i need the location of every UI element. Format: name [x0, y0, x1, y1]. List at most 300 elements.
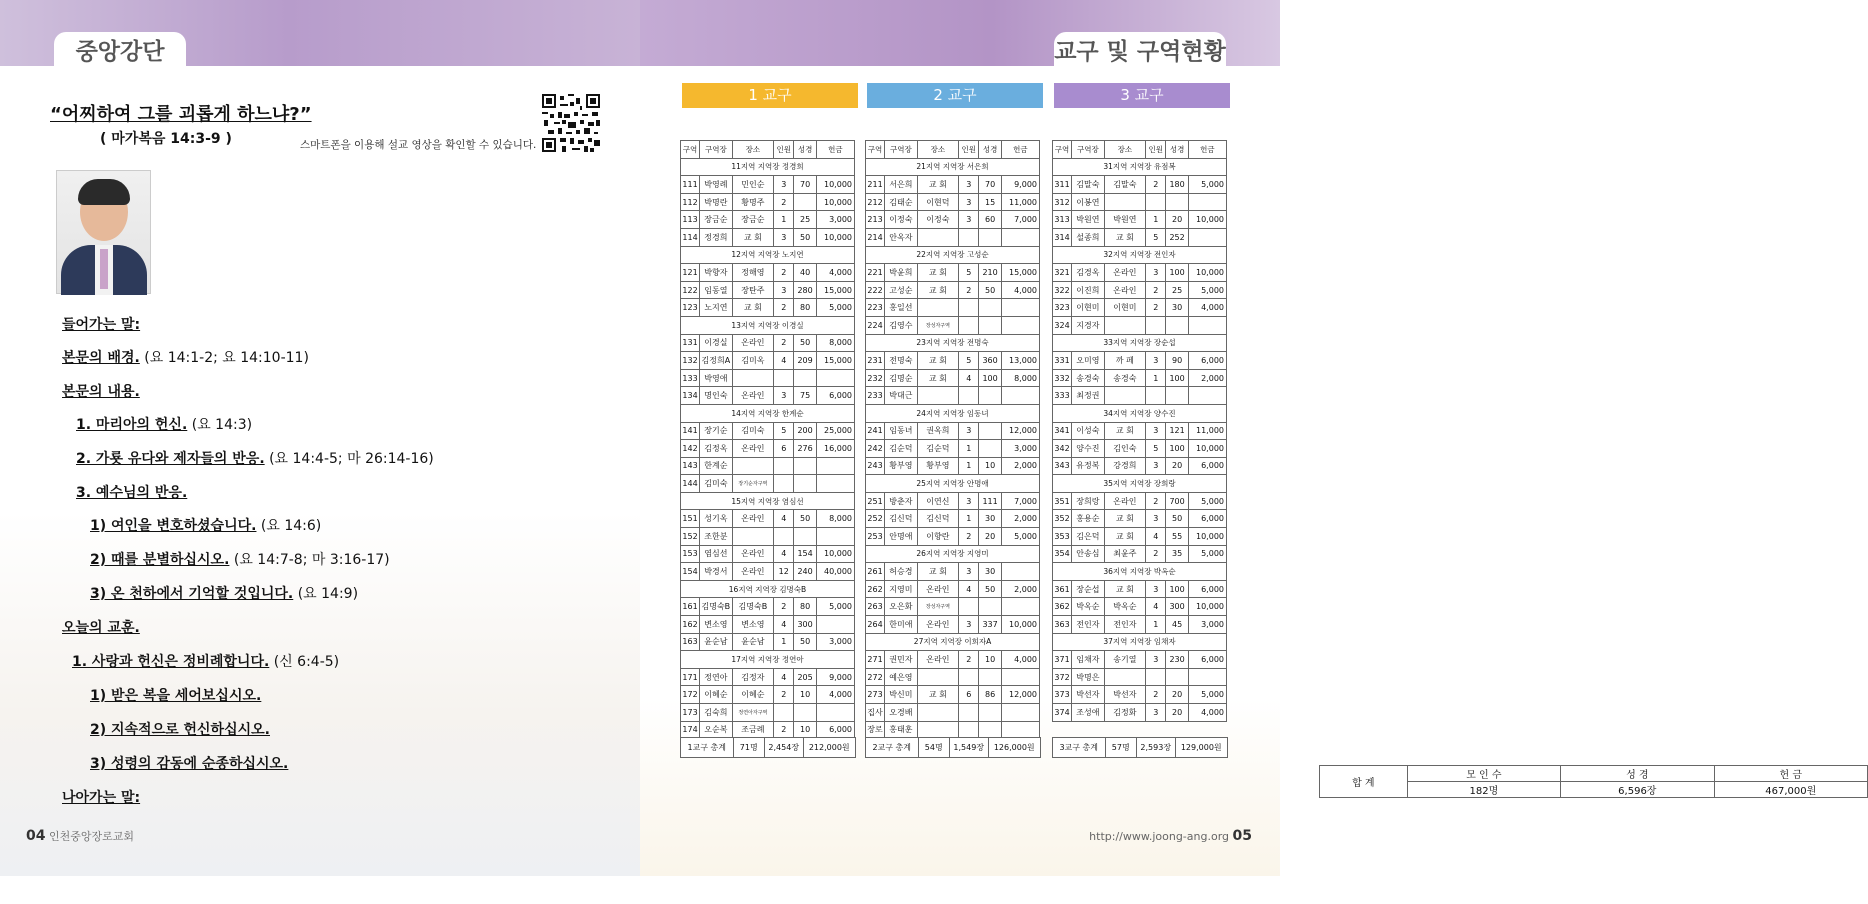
outline-item	[62, 314, 140, 334]
table-cell: 임동녀	[885, 422, 918, 440]
table-cell: 276	[794, 440, 816, 458]
table-cell: 10	[794, 686, 816, 704]
table-cell: 253	[866, 528, 885, 546]
table-cell: 337	[979, 616, 1001, 634]
table-cell: 6,000	[816, 387, 854, 405]
table-cell: 341	[1053, 422, 1072, 440]
outline-heading: 본문의 내용.	[62, 384, 140, 400]
column-header: 구역	[866, 141, 885, 159]
table-cell: 지경자	[1072, 316, 1105, 334]
table-cell	[774, 704, 794, 722]
table-cell: 5	[1146, 228, 1166, 246]
table-cell	[774, 475, 794, 493]
table-cell: 한계순	[700, 457, 733, 475]
table-cell: 교 회	[1104, 228, 1146, 246]
table-cell: 송경숙	[1072, 369, 1105, 387]
table-row	[866, 686, 1040, 704]
table-cell: 25,000	[816, 422, 854, 440]
table-cell: 1	[774, 633, 794, 651]
table-cell	[816, 457, 854, 475]
outline-heading: 3) 온 천하에서 기억할 것입니다.	[90, 586, 294, 602]
table-cell: 111	[979, 492, 1001, 510]
table-cell: 371	[1053, 651, 1072, 669]
table-cell: 70	[979, 176, 1001, 194]
region-leader-row	[681, 492, 855, 510]
table-cell: 313	[1053, 211, 1072, 229]
table-cell: 162	[681, 616, 700, 634]
outline-heading: 1) 받은 복을 세어보십시오.	[90, 688, 262, 704]
region-leader-row	[1053, 158, 1227, 176]
photo-tie	[100, 249, 108, 289]
table-row	[866, 492, 1040, 510]
district-table-2	[865, 140, 1040, 739]
table-cell	[1188, 228, 1226, 246]
region-leader: 21지역 지역장 서은희	[866, 158, 1040, 176]
table-cell: 2	[1146, 545, 1166, 563]
table-cell: 2,000	[1188, 369, 1226, 387]
outline-heading: 2) 때를 분별하십시오.	[90, 552, 230, 568]
table-cell: 유정복	[1072, 457, 1105, 475]
table-cell	[1104, 193, 1146, 211]
table-cell: 360	[979, 352, 1001, 370]
district-table-1	[680, 140, 855, 739]
table-row	[681, 422, 855, 440]
table-cell: 4,000	[816, 686, 854, 704]
table-cell: 343	[1053, 457, 1072, 475]
outline-item	[90, 515, 321, 535]
table-cell: 홍용순	[1072, 510, 1105, 528]
region-leader-row	[1053, 334, 1227, 352]
outline-reference: (요 14:7-8; 마 3:16-17)	[233, 552, 390, 568]
table-cell: 252	[1166, 228, 1188, 246]
table-cell: 양수진	[1072, 440, 1105, 458]
table-cell: 152	[681, 528, 700, 546]
table-cell: 교 회	[917, 369, 959, 387]
table-cell: 3	[959, 211, 979, 229]
table-cell: 교 회	[917, 281, 959, 299]
table-cell: 223	[866, 299, 885, 317]
district-tab-3[interactable]: 3 교구	[1054, 83, 1230, 108]
table-cell: 교 회	[917, 686, 959, 704]
region-leader: 34지역 지역장 양수진	[1053, 404, 1227, 422]
table-cell	[917, 387, 959, 405]
table-cell	[794, 528, 816, 546]
table-cell: 5,000	[1188, 545, 1226, 563]
table-row	[1053, 193, 1227, 211]
table-cell: 331	[1053, 352, 1072, 370]
table-cell: 5	[959, 352, 979, 370]
left-footer	[26, 828, 134, 844]
church-name: 인천중앙장로교회	[48, 830, 134, 843]
region-leader-row	[681, 158, 855, 176]
table-row	[681, 545, 855, 563]
table-cell: 윤순남	[700, 633, 733, 651]
table-cell: 온라인	[732, 334, 774, 352]
summary-cell: 2교구 총계	[866, 738, 919, 758]
table-cell: 174	[681, 721, 700, 739]
table-cell: 134	[681, 387, 700, 405]
region-leader: 35지역 지역장 장희랑	[1053, 475, 1227, 493]
table-cell: 142	[681, 440, 700, 458]
table-cell: 50	[1166, 510, 1188, 528]
table-cell: 172	[681, 686, 700, 704]
table-cell	[959, 316, 979, 334]
table-row	[866, 369, 1040, 387]
table-cell: 송경숙	[1104, 369, 1146, 387]
table-cell: 교 회	[1104, 528, 1146, 546]
table-cell: 장금순	[732, 211, 774, 229]
region-leader-row	[1053, 563, 1227, 581]
district-tab-1[interactable]: 1 교구	[682, 83, 858, 108]
table-row	[1053, 668, 1227, 686]
region-leader-row	[1053, 633, 1227, 651]
table-cell: 10,000	[1188, 440, 1226, 458]
column-header: 헌금	[816, 141, 854, 159]
region-leader: 24지역 지역장 임동녀	[866, 404, 1040, 422]
table-cell: 김신덕	[885, 510, 918, 528]
table-cell: 조금례	[732, 721, 774, 739]
table-cell	[1146, 668, 1166, 686]
table-cell	[1146, 316, 1166, 334]
table-cell: 장탄주	[732, 281, 774, 299]
table-cell: 교 회	[917, 176, 959, 194]
table-cell: 321	[1053, 264, 1072, 282]
table-cell	[732, 369, 774, 387]
outline-item	[76, 482, 187, 502]
region-leader-row	[681, 404, 855, 422]
table-cell: 홍일선	[885, 299, 918, 317]
table-cell: 변소영	[700, 616, 733, 634]
table-cell: 이경실	[700, 334, 733, 352]
outline-item	[90, 583, 358, 603]
table-cell	[794, 475, 816, 493]
grand-total-header: 헌 금	[1714, 766, 1867, 782]
region-leader-row	[866, 404, 1040, 422]
table-cell: 노지연	[700, 299, 733, 317]
table-cell: 50	[979, 281, 1001, 299]
table-cell: 김미숙	[732, 422, 774, 440]
table-row	[681, 193, 855, 211]
region-leader: 16지역 지역장 김명숙B	[681, 580, 855, 598]
outline-item	[62, 347, 309, 367]
table-cell: 100	[1166, 264, 1188, 282]
table-cell: 6,000	[816, 721, 854, 739]
table-row	[681, 457, 855, 475]
church-url[interactable]: http://www.joong-ang.org	[1089, 830, 1230, 843]
table-cell: 예은영	[885, 668, 918, 686]
region-leader-row	[866, 475, 1040, 493]
table-cell: 3	[959, 563, 979, 581]
table-cell: 263	[866, 598, 885, 616]
table-cell: 김명숙B	[732, 598, 774, 616]
region-leader-row	[866, 633, 1040, 651]
table-row	[1053, 580, 1227, 598]
table-cell: 10,000	[1188, 211, 1226, 229]
table-cell: 100	[1166, 369, 1188, 387]
table-row	[866, 387, 1040, 405]
outline-heading: 들어가는 말:	[62, 317, 141, 333]
column-header: 구역장	[885, 141, 918, 159]
table-cell: 이혜순	[732, 686, 774, 704]
table-cell: 4	[774, 510, 794, 528]
outline-reference: (요 14:6)	[260, 518, 322, 534]
table-cell: 232	[866, 369, 885, 387]
summary-cell: 2,593장	[1137, 738, 1176, 758]
table-cell: 4,000	[1001, 651, 1039, 669]
table-cell: 55	[1166, 528, 1188, 546]
table-cell: 온라인	[732, 440, 774, 458]
table-cell: 3	[774, 387, 794, 405]
table-cell: 11,000	[1188, 422, 1226, 440]
region-leader: 36지역 지역장 박옥순	[1053, 563, 1227, 581]
table-cell: 집사	[866, 704, 885, 722]
table-cell: 20	[1166, 457, 1188, 475]
table-cell: 114	[681, 228, 700, 246]
table-cell: 염심선	[700, 545, 733, 563]
table-cell: 3,000	[816, 633, 854, 651]
table-cell: 173	[681, 704, 700, 722]
table-cell: 3	[959, 616, 979, 634]
table-cell	[979, 440, 1001, 458]
table-cell: 이정숙	[885, 211, 918, 229]
outline-heading: 나아가는 말:	[62, 790, 141, 806]
table-cell: 지영미	[885, 580, 918, 598]
table-cell: 3	[1146, 352, 1166, 370]
table-cell: 80	[794, 299, 816, 317]
outline-item	[76, 414, 252, 434]
table-row	[681, 440, 855, 458]
table-cell: 40	[794, 264, 816, 282]
column-header: 헌금	[1188, 141, 1226, 159]
table-cell: 전명숙	[885, 352, 918, 370]
table-cell: 오순복	[700, 721, 733, 739]
table-cell: 230	[1166, 651, 1188, 669]
table-cell	[732, 528, 774, 546]
table-cell	[1001, 228, 1039, 246]
table-cell: 4	[1146, 528, 1166, 546]
table-cell: 정연아	[700, 668, 733, 686]
region-leader-row	[681, 316, 855, 334]
table-cell: 3	[1146, 704, 1166, 722]
table-cell: 안송심	[1072, 545, 1105, 563]
outline-item	[90, 719, 270, 739]
table-cell	[732, 457, 774, 475]
table-cell: 30	[979, 510, 1001, 528]
table-cell: 박선자	[1104, 686, 1146, 704]
table-cell	[1188, 668, 1226, 686]
table-cell: 3,000	[1001, 440, 1039, 458]
table-cell: 김순덕	[885, 440, 918, 458]
table-cell: 200	[794, 422, 816, 440]
region-leader: 14지역 지역장 한계순	[681, 404, 855, 422]
table-row	[866, 352, 1040, 370]
table-cell: 5	[959, 264, 979, 282]
table-cell: 황부영	[885, 457, 918, 475]
table-row	[681, 598, 855, 616]
table-cell: 김말숙	[1072, 176, 1105, 194]
table-row	[866, 598, 1040, 616]
table-cell: 2	[1146, 686, 1166, 704]
table-cell: 271	[866, 651, 885, 669]
table-row	[866, 281, 1040, 299]
table-cell	[917, 299, 959, 317]
table-cell: 133	[681, 369, 700, 387]
table-cell: 박옥순	[1072, 598, 1105, 616]
table-cell: 3,000	[816, 211, 854, 229]
table-cell: 70	[794, 176, 816, 194]
table-cell: 1	[1146, 211, 1166, 229]
table-cell: 363	[1053, 616, 1072, 634]
table-cell: 오미영	[1072, 352, 1105, 370]
outline-heading: 1. 사랑과 헌신은 정비례합니다.	[72, 654, 270, 670]
table-row	[1053, 651, 1227, 669]
table-cell: 9,000	[816, 668, 854, 686]
table-cell: 민인순	[732, 176, 774, 194]
table-cell: 5,000	[816, 598, 854, 616]
table-cell: 교 회	[732, 228, 774, 246]
table-cell: 3	[774, 281, 794, 299]
table-cell: 온라인	[732, 563, 774, 581]
table-cell: 1	[959, 457, 979, 475]
table-cell: 설종희	[1072, 228, 1105, 246]
table-row	[1053, 176, 1227, 194]
right-page	[640, 0, 1817, 904]
grand-total-table	[1319, 765, 1868, 798]
table-cell: 변소영	[732, 616, 774, 634]
column-header: 구역	[1053, 141, 1072, 159]
table-cell: 홍태훈	[885, 721, 918, 739]
table-cell: 75	[794, 387, 816, 405]
column-header: 장소	[732, 141, 774, 159]
table-cell: 6,000	[1188, 580, 1226, 598]
table-cell: 35	[1166, 545, 1188, 563]
table-row	[866, 228, 1040, 246]
table-row	[1053, 616, 1227, 634]
table-cell: 박원연	[1104, 211, 1146, 229]
table-cell: 6	[774, 440, 794, 458]
table-cell: 6,000	[1188, 651, 1226, 669]
outline-heading: 1. 마리아의 헌신.	[76, 417, 188, 433]
column-header: 인원	[1146, 141, 1166, 159]
table-cell: 20	[1166, 686, 1188, 704]
table-cell: 151	[681, 510, 700, 528]
table-cell	[959, 668, 979, 686]
table-cell	[794, 369, 816, 387]
table-cell: 2	[774, 264, 794, 282]
outline-item	[90, 549, 390, 569]
table-row	[1053, 352, 1227, 370]
table-cell: 2,000	[1001, 457, 1039, 475]
column-header: 성경	[979, 141, 1001, 159]
table-cell: 2	[774, 193, 794, 211]
table-cell: 김정옥	[700, 440, 733, 458]
table-row	[681, 668, 855, 686]
table-cell: 온라인	[917, 580, 959, 598]
table-cell	[816, 369, 854, 387]
table-cell: 50	[794, 228, 816, 246]
table-row	[681, 475, 855, 493]
table-cell: 5,000	[816, 299, 854, 317]
table-cell: 100	[979, 369, 1001, 387]
table-cell: 261	[866, 563, 885, 581]
table-cell: 5,000	[1188, 176, 1226, 194]
region-leader-row	[1053, 404, 1227, 422]
table-cell: 3	[959, 492, 979, 510]
table-row	[681, 264, 855, 282]
table-cell: 209	[794, 352, 816, 370]
table-row	[866, 316, 1040, 334]
table-cell: 251	[866, 492, 885, 510]
outline-item	[90, 685, 261, 705]
table-row	[1053, 598, 1227, 616]
table-cell: 241	[866, 422, 885, 440]
table-cell: 오은화	[885, 598, 918, 616]
table-cell: 3	[1146, 651, 1166, 669]
table-cell: 고성순	[885, 281, 918, 299]
table-cell: 장로	[866, 721, 885, 739]
table-cell: 3	[1146, 457, 1166, 475]
table-cell: 10,000	[816, 228, 854, 246]
table-row	[1053, 281, 1227, 299]
table-cell: 50	[794, 334, 816, 352]
qr-code-icon[interactable]	[542, 94, 600, 152]
table-cell: 김미숙	[700, 475, 733, 493]
table-header-row	[866, 141, 1040, 159]
table-cell: 9,000	[1001, 176, 1039, 194]
summary-cell: 57명	[1105, 738, 1137, 758]
table-row	[866, 193, 1040, 211]
table-cell: 박대근	[885, 387, 918, 405]
table-cell: 박향자	[700, 264, 733, 282]
grand-total-value: 467,000원	[1714, 782, 1867, 798]
region-leader: 22지역 지역장 고성순	[866, 246, 1040, 264]
district-tab-2[interactable]: 2 교구	[867, 83, 1043, 108]
table-cell: 20	[979, 528, 1001, 546]
table-cell: 10,000	[816, 193, 854, 211]
table-cell: 박명은	[1072, 668, 1105, 686]
outline-heading: 3) 성령의 감동에 순종하십시오.	[90, 756, 289, 772]
table-cell: 4,000	[816, 264, 854, 282]
table-cell: 4	[774, 616, 794, 634]
table-cell: 장성자구역	[917, 316, 959, 334]
table-cell: 1	[959, 440, 979, 458]
sermon-scripture: ( 마가복음 14:3-9 )	[100, 131, 232, 147]
table-cell: 4	[959, 580, 979, 598]
table-cell	[1001, 316, 1039, 334]
table-cell: 김명숙B	[700, 598, 733, 616]
table-cell: 264	[866, 616, 885, 634]
outline-heading: 2. 가룟 유다와 제자들의 반응.	[76, 451, 265, 467]
table-cell: 온라인	[917, 616, 959, 634]
table-row	[1053, 211, 1227, 229]
table-cell	[794, 193, 816, 211]
table-cell: 2	[1146, 492, 1166, 510]
table-row	[866, 299, 1040, 317]
region-leader-row	[681, 580, 855, 598]
table-cell	[1166, 193, 1188, 211]
table-cell: 231	[866, 352, 885, 370]
table-cell: 161	[681, 598, 700, 616]
right-page-number: 05	[1232, 828, 1252, 844]
table-cell: 213	[866, 211, 885, 229]
table-cell: 5	[1146, 440, 1166, 458]
table-cell	[959, 704, 979, 722]
table-cell: 20	[1166, 211, 1188, 229]
table-cell: 성기옥	[700, 510, 733, 528]
region-leader: 23지역 지역장 전명숙	[866, 334, 1040, 352]
table-cell: 방춘자	[885, 492, 918, 510]
table-cell: 장금순	[700, 211, 733, 229]
